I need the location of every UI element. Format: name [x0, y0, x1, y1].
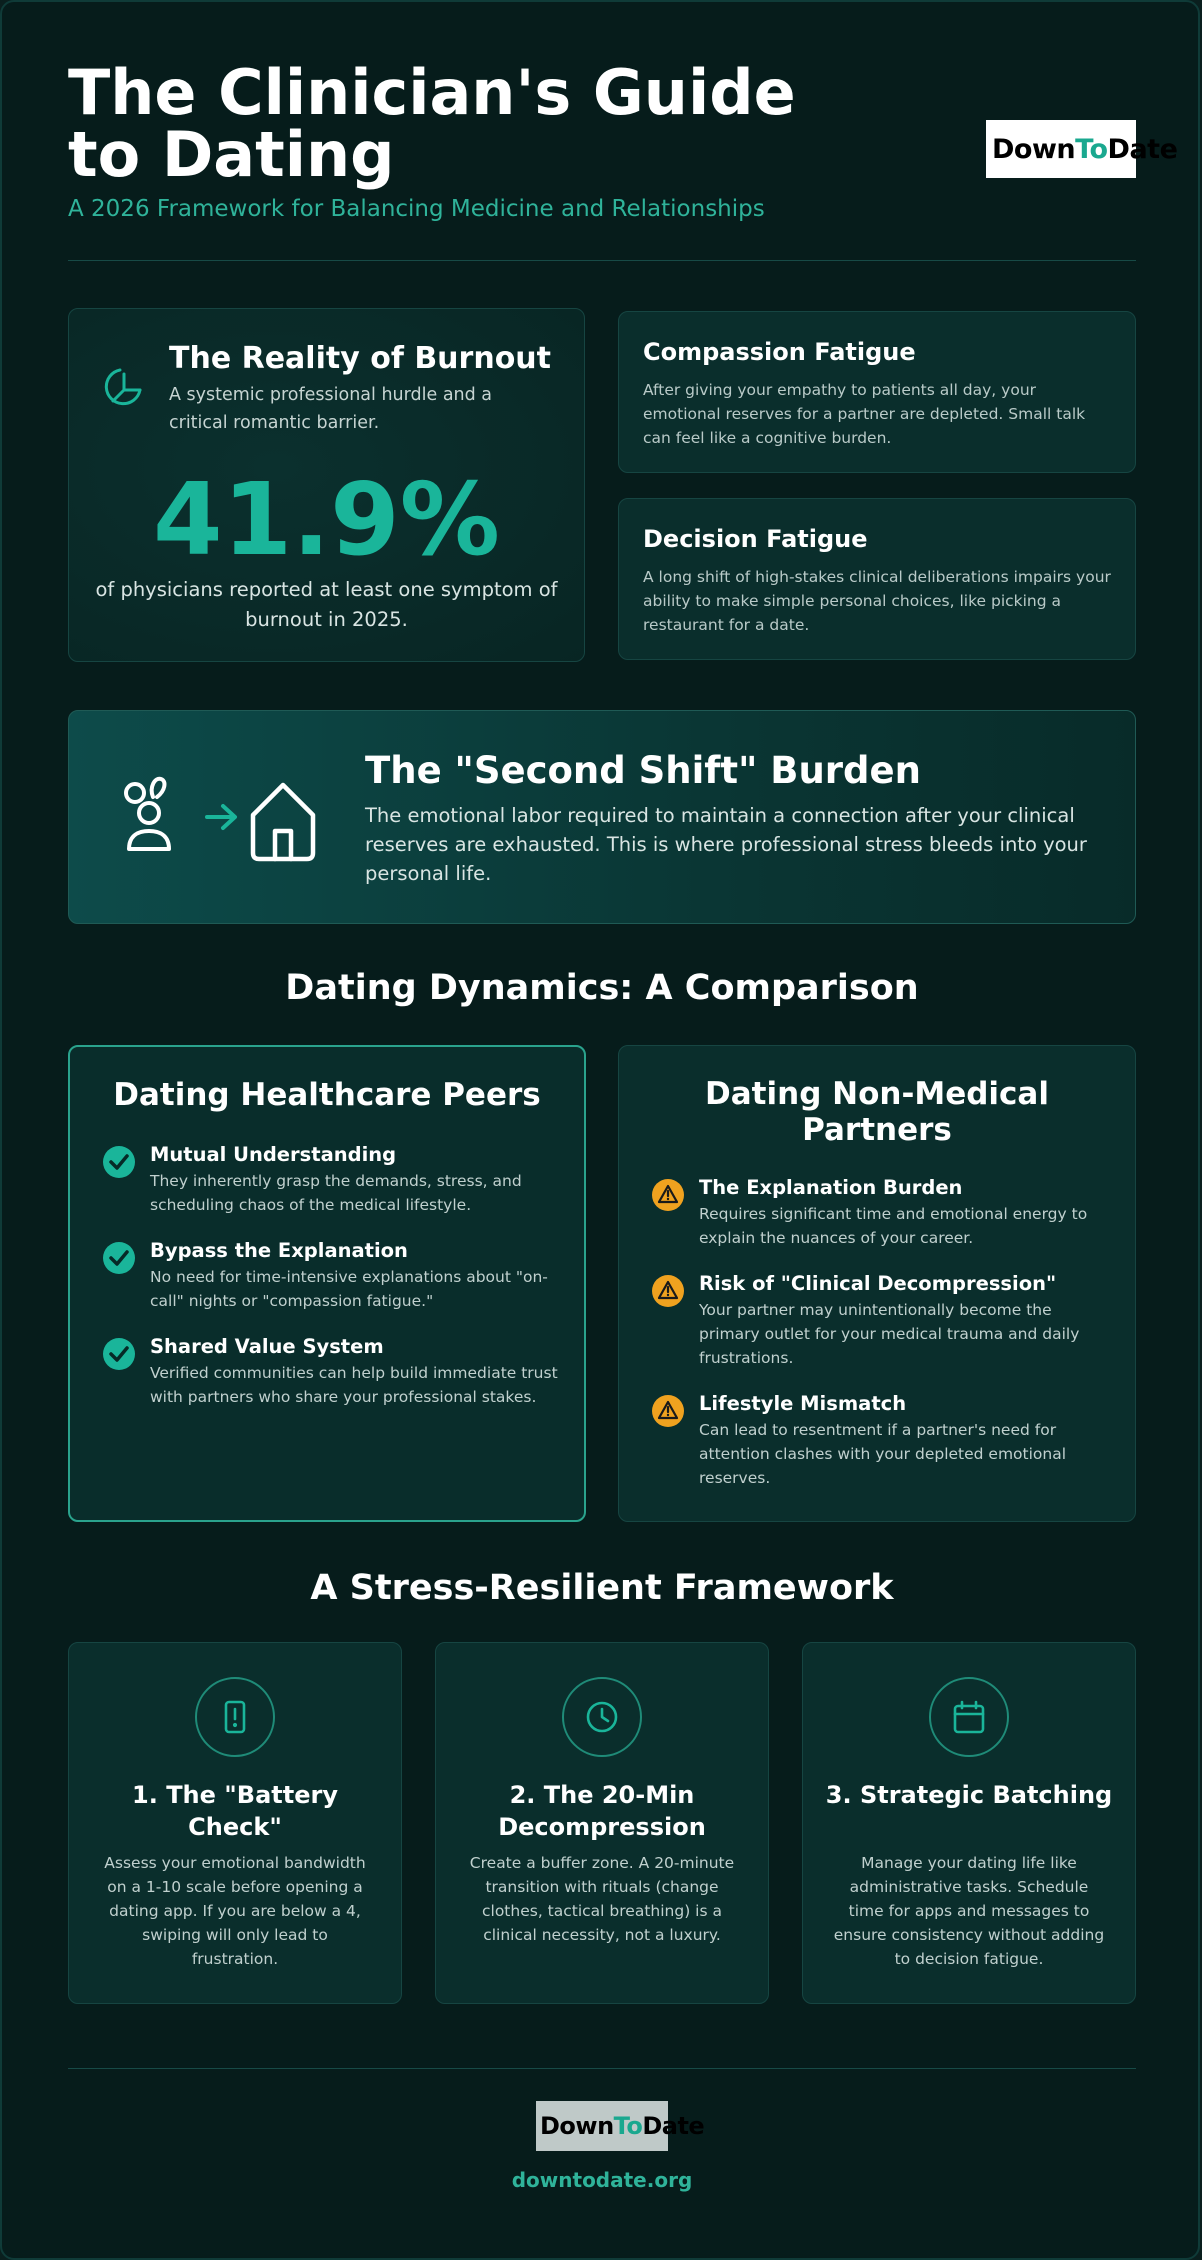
- footer-logo: Down To Date: [536, 2101, 668, 2151]
- framework-section-title: A Stress-Resilient Framework: [310, 1568, 894, 1608]
- step-card-batching: [802, 1642, 1136, 2004]
- decision-fatigue-card: [618, 498, 1136, 660]
- brand-logo: Down To Date: [986, 120, 1136, 178]
- check-circle-icon: [102, 1145, 136, 1179]
- page-title: The Clinician's Guide to Dating: [68, 56, 796, 191]
- burnout-caption: of physicians reported at least one symptom of burnout in 2025.: [95, 578, 558, 631]
- icon-circle: [929, 1677, 1009, 1757]
- item-text: No need for time-intensive explanations about "on-call" nights or "compassion fatigue.": [150, 1268, 548, 1310]
- second-shift-title: The "Second Shift" Burden: [365, 749, 921, 792]
- burnout-stat: 41.9%: [153, 461, 500, 578]
- home-icon: [253, 785, 313, 859]
- footer-divider: [68, 2068, 1136, 2069]
- warning-icon: [651, 1274, 685, 1308]
- warning-icon: [651, 1178, 685, 1212]
- second-shift-banner: [68, 710, 1136, 924]
- step-text: Create a buffer zone. A 20-minute transition with rituals (change clothes, tactical breathing) is a clinical necessity, not a luxury.: [469, 1854, 735, 1944]
- pie-chart-icon: [101, 365, 145, 409]
- divider: [68, 260, 1136, 261]
- card-title: Compassion Fatigue: [643, 338, 916, 366]
- card-text: After giving your empathy to patients all day, your emotional reserves for a partner are depleted. Small talk can feel like a cognitive burden.: [643, 381, 1086, 447]
- item-title: Mutual Understanding: [150, 1143, 397, 1166]
- item-text: Verified communities can help build immediate trust with partners who share your professional stakes.: [150, 1364, 558, 1406]
- item-title: Risk of "Clinical Decompression": [699, 1272, 1057, 1295]
- calendar-icon: [951, 1699, 987, 1735]
- step-title: 2. The 20-Min Decompression: [498, 1781, 706, 1841]
- page-subtitle: A 2026 Framework for Balancing Medicine and Relationships: [68, 196, 765, 222]
- peers-card: [68, 1045, 586, 1522]
- check-circle-icon: [102, 1241, 136, 1275]
- step-title: 1. The "Battery Check": [132, 1781, 338, 1841]
- card-title: Decision Fatigue: [643, 525, 868, 553]
- footer-url-link[interactable]: downtodate.org: [511, 2168, 693, 2192]
- item-text: Your partner may unintentionally become the primary outlet for your medical trauma and daily frustrations.: [699, 1301, 1080, 1367]
- header: [68, 56, 1178, 260]
- step-text: Assess your emotional bandwidth on a 1-10 scale before opening a dating app. If you are below a 4, swiping will only lead to frustration.: [104, 1854, 366, 1968]
- icon-circle: [195, 1677, 275, 1757]
- card-text: A long shift of high-stakes clinical deliberations impairs your ability to make simple personal choices, like picking a restaurant for a date.: [643, 568, 1111, 634]
- item-text: They inherently grasp the demands, stress, and scheduling chaos of the medical lifestyle.: [150, 1172, 522, 1214]
- item-title: Shared Value System: [150, 1335, 384, 1358]
- item-title: Lifestyle Mismatch: [699, 1392, 907, 1415]
- item-title: The Explanation Burden: [699, 1176, 963, 1199]
- burnout-title: The Reality of Burnout: [169, 341, 552, 376]
- comparison-section-title: Dating Dynamics: A Comparison: [285, 968, 919, 1008]
- warning-icon: [651, 1394, 685, 1428]
- burnout-card: [68, 308, 585, 662]
- second-shift-text: The emotional labor required to maintain a connection after your clinical reserves are exhausted. This is where professional stress bleeds into your personal life.: [365, 804, 1087, 885]
- clock-icon: [584, 1699, 620, 1735]
- item-text: Requires significant time and emotional energy to explain the nuances of your career.: [699, 1205, 1088, 1247]
- step-title: 3. Strategic Batching: [825, 1781, 1113, 1809]
- battery-alert-icon: [217, 1699, 253, 1735]
- item-text: Can lead to resentment if a partner's need for attention clashes with your depleted emotional reserves.: [699, 1421, 1067, 1487]
- non-medical-card: [618, 1045, 1136, 1522]
- peers-title: Dating Healthcare Peers: [113, 1077, 541, 1113]
- check-circle-icon: [102, 1337, 136, 1371]
- burnout-description: A systemic professional hurdle and a critical romantic barrier.: [169, 385, 493, 433]
- icon-circle: [562, 1677, 642, 1757]
- compassion-fatigue-card: [618, 311, 1136, 473]
- non-medical-title: Dating Non-Medical Partners: [705, 1076, 1049, 1148]
- item-title: Bypass the Explanation: [150, 1239, 408, 1262]
- step-card-decompression: [435, 1642, 769, 2004]
- arrow-right-icon: [207, 806, 235, 828]
- second-shift-icons: [119, 773, 329, 863]
- step-card-battery-check: [68, 1642, 402, 2004]
- people-icon: [126, 779, 169, 849]
- step-text: Manage your dating life like administrative tasks. Schedule time for apps and messages to ensure consistency without adding to decision fatigue.: [833, 1854, 1105, 1968]
